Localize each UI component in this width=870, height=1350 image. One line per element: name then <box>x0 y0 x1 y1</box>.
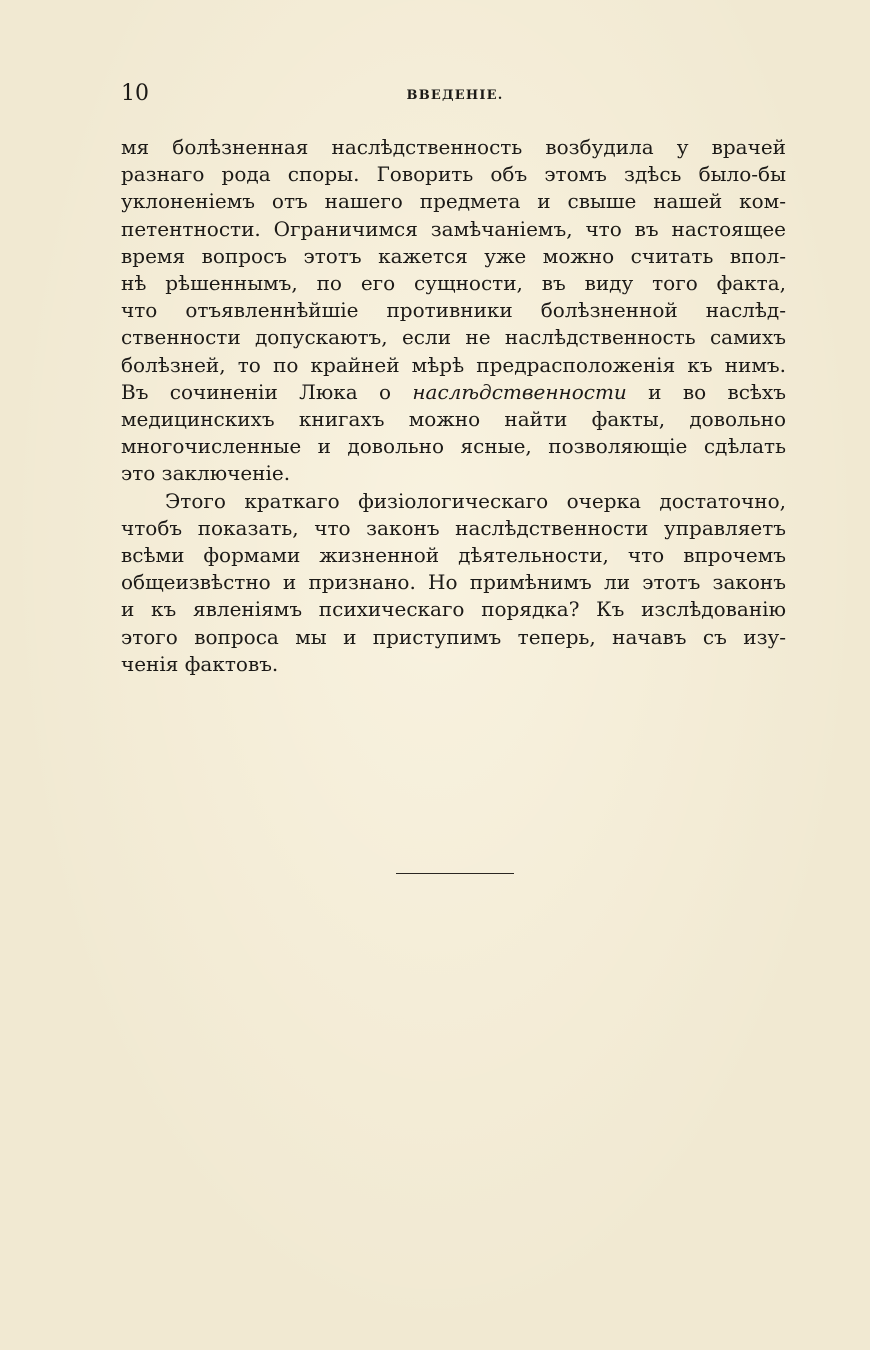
text-fragment: Въ сочиненіи Люка о <box>121 379 413 404</box>
italic-term: наслѣдственности <box>412 379 627 404</box>
text-line: ственности допускаютъ, если не наслѣдственность самихъ <box>121 325 786 350</box>
text-line-with-italic <box>121 379 786 406</box>
text-line: болѣзней, то по крайней мѣрѣ предрасположенія къ нимъ. <box>121 352 786 377</box>
text-line: ченія фактовъ. <box>121 651 279 676</box>
text-line: петентности. Ограничимся замѣчаніемъ, что въ настоящее <box>121 216 786 241</box>
section-end-rule <box>396 873 514 874</box>
text-line: общеизвѣстно и признано. Но примѣнимъ ли этотъ законъ <box>121 570 786 595</box>
paragraph <box>121 488 786 678</box>
text-line: что отъявленнѣйшіе противники болѣзненной наслѣд- <box>121 298 786 323</box>
text-line: мя болѣзненная наслѣдственность возбудила у врачей <box>121 135 786 159</box>
text-line: уклоненіемъ отъ нашего предмета и свыше нашей ком- <box>121 189 786 214</box>
body-text <box>121 134 786 678</box>
text-line: многочисленные и довольно ясные, позволяющіе сдѣлать <box>121 434 786 459</box>
text-fragment: и во всѣхъ <box>626 379 786 404</box>
text-line: медицинскихъ книгахъ можно найти факты, довольно <box>121 407 786 432</box>
text-line: этого вопроса мы и приступимъ теперь, начавъ съ изу- <box>121 624 786 649</box>
text-line: разнаго рода споры. Говорить объ этомъ здѣсь было-бы <box>121 162 786 187</box>
text-line: и къ явленіямъ психическаго порядка? Къ изслѣдованію <box>121 597 786 622</box>
paragraph <box>121 134 786 488</box>
text-line: время вопросъ этотъ кажется уже можно считать впол- <box>121 243 786 268</box>
text-line: нѣ рѣшеннымъ, по его сущности, въ виду того факта, <box>121 271 786 296</box>
page-number: 10 <box>121 81 149 106</box>
text-line: Этого краткаго физіологическаго очерка достаточно, <box>165 488 786 513</box>
text-line: чтобъ показать, что законъ наслѣдственности управляетъ <box>121 515 786 540</box>
text-line: это заключеніе. <box>121 461 291 486</box>
running-title: ВВЕДЕНІЕ. <box>406 88 504 103</box>
text-line: всѣми формами жизненной дѣятельности, что впрочемъ <box>121 543 786 568</box>
